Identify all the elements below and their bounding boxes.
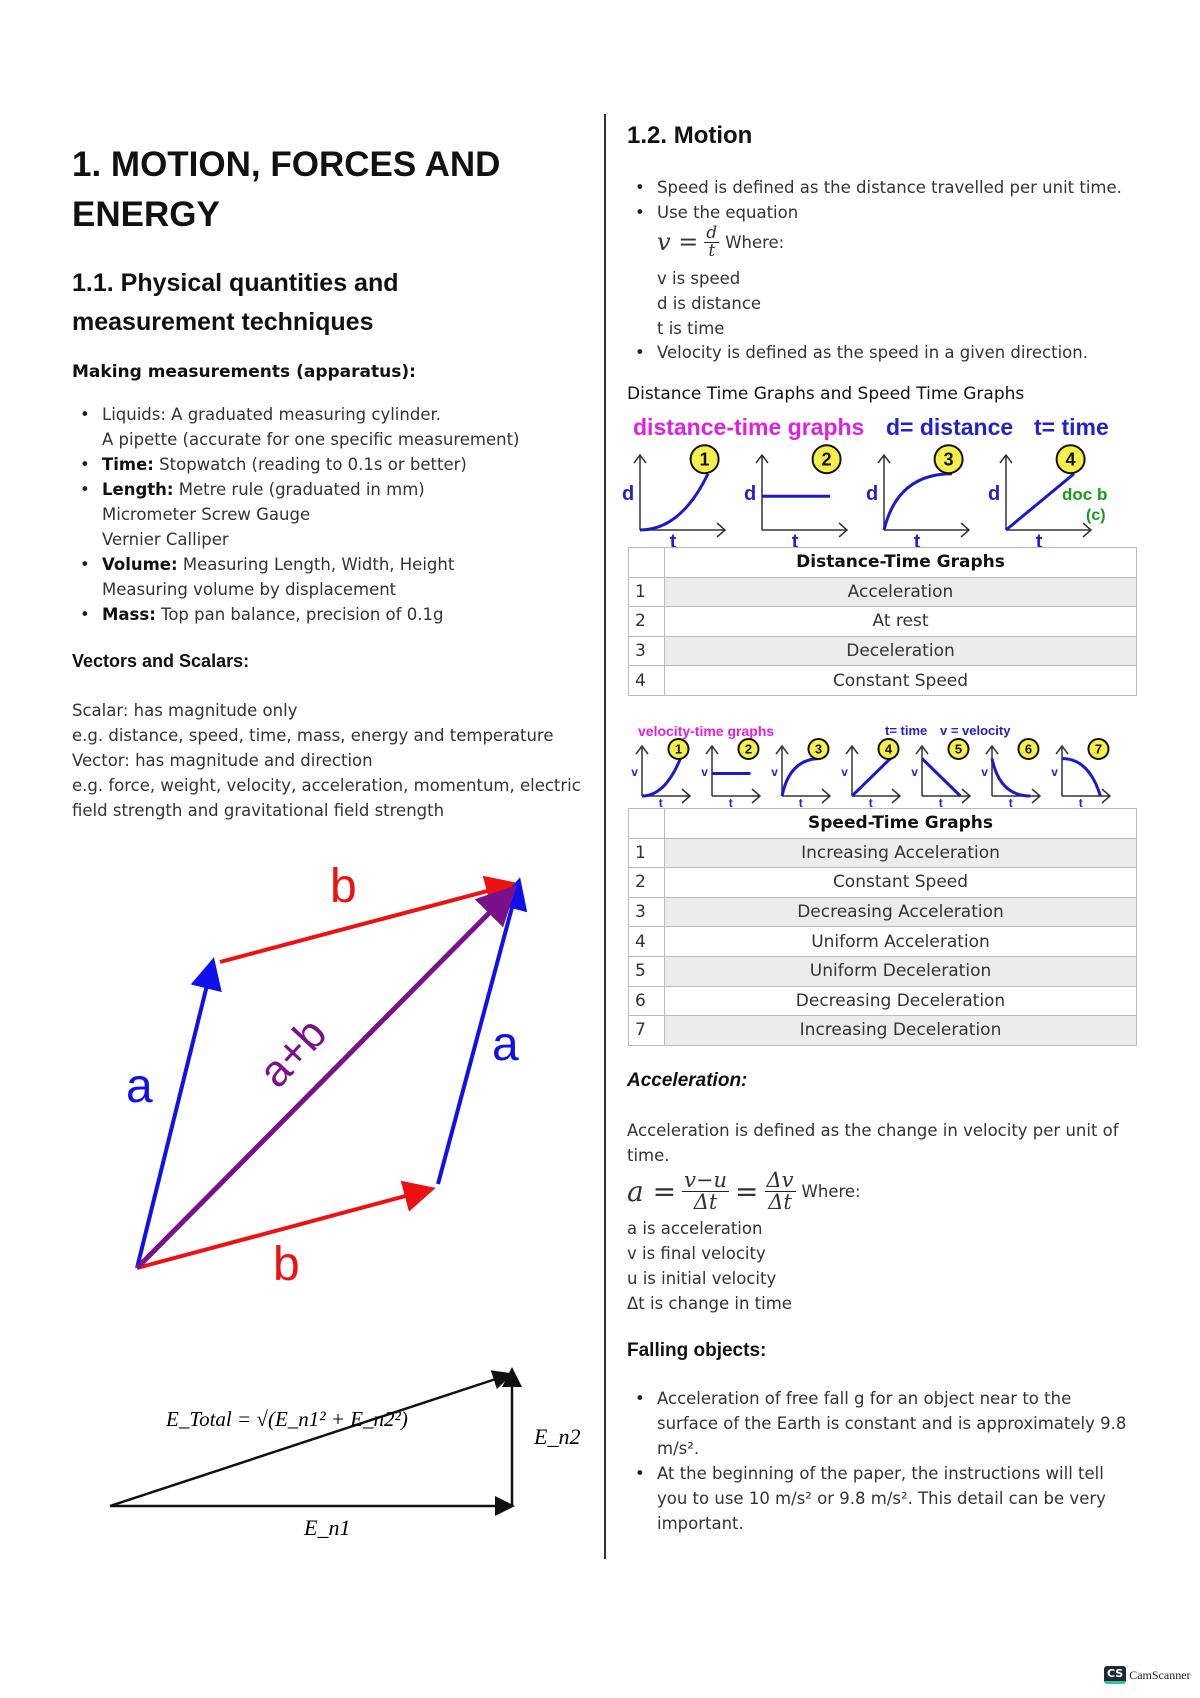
row-label: Constant Speed: [665, 666, 1137, 696]
list-item: [72, 402, 592, 452]
text-line: [102, 402, 592, 427]
axis-label: t: [1008, 795, 1013, 810]
badge-number: 1: [699, 449, 710, 470]
graph-curve: [640, 474, 708, 530]
axis-label: t: [798, 795, 803, 810]
text-line: u is initial velocity: [627, 1269, 777, 1288]
badge-number: 4: [1065, 449, 1076, 470]
acceleration-text: Acceleration is defined as the change in velocity per unit of time.: [627, 1121, 1119, 1165]
label-a-left: a: [126, 1060, 153, 1113]
camscanner-text: CamScanner: [1129, 1667, 1191, 1682]
row-label: Decreasing Deceleration: [665, 986, 1137, 1016]
text-line: [102, 527, 592, 552]
measurements-list: [72, 402, 592, 627]
table-row: [629, 666, 1137, 696]
falling-heading: Falling objects:: [627, 1340, 767, 1361]
table-row: [629, 868, 1137, 898]
graph-curve: [782, 759, 820, 797]
equation-fraction: $\frac{d}{t}$: [706, 223, 718, 261]
item-label: Time:: [102, 455, 154, 474]
badge-number: 6: [1024, 741, 1033, 757]
falling-list: [627, 1386, 1137, 1536]
axis-label: t: [791, 531, 799, 553]
list-item: • Speed is defined as the distance travelled per unit time.: [627, 175, 1147, 200]
label-b-top: b: [330, 860, 357, 913]
axis-label: t: [669, 531, 677, 553]
label-en2: E_n2: [534, 1424, 581, 1449]
table-row: [629, 838, 1137, 868]
column-divider: [604, 114, 606, 1559]
axis-label: v: [771, 765, 778, 779]
table-row: [629, 577, 1137, 607]
header-cell: [629, 548, 665, 578]
axis-label: t: [868, 795, 873, 810]
mini-graph: [744, 445, 847, 553]
where-label: Where:: [801, 1182, 861, 1201]
vector-etotal: [110, 1375, 508, 1506]
vector-b-top: [220, 885, 510, 962]
axis-label: v: [1051, 765, 1058, 779]
text-line: v is final velocity: [627, 1244, 766, 1263]
list-item: [72, 602, 592, 627]
dt-t-label: t= time: [1034, 414, 1109, 440]
item-label: Mass:: [102, 605, 156, 624]
item-text: Measuring volume by displacement: [102, 580, 397, 599]
section-title-1-2: 1.2. Motion: [627, 122, 753, 149]
row-number: 2: [629, 868, 665, 898]
dt-credit-c: (c): [1086, 507, 1106, 524]
row-number: 5: [629, 956, 665, 986]
text-line: Δt is change in time: [627, 1294, 792, 1313]
axis-label: t: [938, 795, 943, 810]
badge-number: 7: [1094, 741, 1103, 757]
list-item: • Velocity is defined as the speed in a given direction.: [627, 340, 1167, 365]
row-label: Increasing Deceleration: [665, 1016, 1137, 1046]
axis-label: v: [701, 765, 708, 779]
text-line: [102, 602, 592, 627]
label-b-bottom: b: [273, 1238, 300, 1291]
row-number: 3: [629, 636, 665, 666]
table-row: [629, 897, 1137, 927]
mini-graph: [1051, 739, 1110, 810]
badge-number: 5: [954, 741, 963, 757]
row-label: At rest: [665, 607, 1137, 637]
dt-title: distance-time graphs: [633, 414, 865, 440]
row-label: Uniform Deceleration: [665, 956, 1137, 986]
row-label: Constant Speed: [665, 868, 1137, 898]
axis-label: d: [866, 483, 879, 505]
axis-label: t: [1078, 795, 1083, 810]
equation-fraction: $\frac{v-u}{\Delta t}$: [684, 1168, 728, 1214]
vector-parallelogram-diagram: [0, 840, 600, 1300]
equation-fraction: $\frac{\Delta v}{\Delta t}$: [766, 1168, 794, 1214]
row-number: 3: [629, 897, 665, 927]
list-item: • At the beginning of the paper, the instructions will tell you to use 10 m/s² or 9.8 m/s². This detail can be very important.: [627, 1461, 1137, 1536]
table-row: [629, 1016, 1137, 1046]
item-text: Measuring Length, Width, Height: [182, 555, 455, 574]
graph-curve: [1062, 759, 1100, 797]
text-line: [102, 452, 592, 477]
header-cell: Speed-Time Graphs: [665, 809, 1137, 839]
velocity-time-graphs-image: [628, 718, 1138, 808]
vector-a-left: [137, 965, 212, 1268]
table-row: [629, 956, 1137, 986]
list-item: [72, 477, 592, 552]
camscanner-logo: CS: [1104, 1666, 1126, 1684]
axis-label: t: [1035, 531, 1043, 553]
list-item: • Use the equation: [627, 200, 1147, 225]
acceleration-definitions: [627, 1216, 792, 1316]
list-item: [72, 552, 592, 602]
table-row: [629, 607, 1137, 637]
text-line: t is time: [657, 319, 725, 338]
row-number: 7: [629, 1016, 665, 1046]
mini-graph: [866, 445, 969, 553]
badge-number: 1: [674, 741, 683, 757]
text-line: [102, 477, 592, 502]
text-line: a is acceleration: [627, 1219, 763, 1238]
measurements-heading: Making measurements (apparatus):: [72, 362, 416, 382]
dt-credit: doc b: [1062, 485, 1108, 504]
motion-list: [627, 175, 1147, 225]
row-label: Deceleration: [665, 636, 1137, 666]
graph-curve: [992, 759, 1030, 797]
row-number: 4: [629, 927, 665, 957]
vt-title: velocity-time graphs: [638, 723, 775, 739]
item-text: Micrometer Screw Gauge: [102, 505, 311, 524]
row-number: 1: [629, 838, 665, 868]
text-line: [102, 502, 592, 527]
axis-label: d: [744, 483, 757, 505]
graph-curve: [884, 474, 952, 530]
row-label: Acceleration: [665, 577, 1137, 607]
camscanner-watermark: [1104, 1666, 1191, 1684]
row-label: Increasing Acceleration: [665, 838, 1137, 868]
where-label: Where:: [725, 233, 785, 252]
equation-a: a =: [627, 1175, 677, 1208]
section-title-1-1: 1.1. Physical quantities and measurement techniques: [72, 269, 399, 336]
axis-label: t: [913, 531, 921, 553]
graph-curve: [642, 759, 680, 797]
equation-equals: =: [735, 1175, 759, 1208]
item-text: Stopwatch (reading to 0.1s or better): [159, 455, 467, 474]
vt-t-label: t= time: [885, 723, 928, 738]
row-number: 2: [629, 607, 665, 637]
etotal-formula: E_Total = √(E_n1² + E_n2²): [166, 1407, 408, 1431]
velocity-list: [627, 340, 1167, 365]
text-line: [102, 427, 592, 452]
text-line: e.g. distance, speed, time, mass, energy and temperature: [72, 726, 554, 745]
mini-graph: [911, 739, 970, 810]
badge-number: 3: [814, 741, 823, 757]
axis-label: d: [988, 483, 1001, 505]
row-number: 6: [629, 986, 665, 1016]
item-text: Metre rule (graduated in mm): [178, 480, 425, 499]
text-line: d is distance: [657, 294, 762, 313]
dt-d-label: d= distance: [886, 414, 1014, 440]
mini-graph: [631, 739, 690, 810]
mini-graph: [981, 739, 1040, 810]
graphs-heading: Distance Time Graphs and Speed Time Graphs: [627, 384, 1025, 404]
text-line: Scalar: has magnitude only: [72, 701, 298, 720]
label-a-right: a: [492, 1018, 519, 1071]
table-row: [629, 636, 1137, 666]
row-label: Uniform Acceleration: [665, 927, 1137, 957]
axis-label: v: [981, 765, 988, 779]
distance-time-graphs-image: [622, 410, 1138, 553]
item-text: A pipette (accurate for one specific measurement): [102, 430, 520, 449]
vectors-heading: Vectors and Scalars:: [72, 651, 250, 671]
acceleration-heading: Acceleration:: [627, 1070, 748, 1091]
row-label: Decreasing Acceleration: [665, 897, 1137, 927]
axis-label: v: [911, 765, 918, 779]
acceleration-equation: [627, 1170, 861, 1213]
graph-curve: [852, 759, 890, 797]
item-text: Top pan balance, precision of 0.1g: [161, 605, 444, 624]
list-item: [72, 452, 592, 477]
axis-label: v: [631, 765, 638, 779]
item-text: Liquids: A graduated measuring cylinder.: [102, 405, 441, 424]
vt-v-label: v = velocity: [940, 723, 1011, 738]
mini-graph: [622, 445, 725, 553]
item-text: Vernier Calliper: [102, 530, 229, 549]
equation-v: v =: [657, 228, 699, 256]
text-line: Vector: has magnitude and direction: [72, 751, 373, 770]
mini-graph: [771, 739, 830, 810]
badge-number: 2: [744, 741, 753, 757]
vector-triangle-diagram: [0, 1350, 600, 1560]
header-cell: Distance-Time Graphs: [665, 548, 1137, 578]
distance-time-table: [628, 547, 1137, 696]
page-title: 1. MOTION, FORCES AND ENERGY: [72, 145, 501, 234]
badge-number: 2: [821, 449, 832, 470]
row-number: 1: [629, 577, 665, 607]
mini-graph: [841, 739, 900, 810]
item-label: Volume:: [102, 555, 178, 574]
text-line: [102, 552, 592, 577]
vector-a-plus-b: [137, 892, 510, 1268]
speed-definitions: [657, 266, 761, 341]
table-row: [629, 986, 1137, 1016]
badge-number: 4: [884, 741, 893, 757]
axis-label: t: [728, 795, 733, 810]
text-line: [102, 577, 592, 602]
list-item: • Acceleration of free fall g for an object near to the surface of the Earth is constant and is approximately 9.8 m/s².: [627, 1386, 1137, 1461]
text-line: v is speed: [657, 269, 741, 288]
item-label: Length:: [102, 480, 174, 499]
label-a-plus-b: a+b: [249, 1008, 337, 1097]
badge-number: 3: [943, 449, 954, 470]
table-header-row: [629, 809, 1137, 839]
axis-label: t: [658, 795, 663, 810]
row-number: 4: [629, 666, 665, 696]
table-header-row: [629, 548, 1137, 578]
vectors-text: [72, 698, 602, 823]
header-cell: [629, 809, 665, 839]
table-row: [629, 927, 1137, 957]
speed-time-table: [628, 808, 1137, 1046]
mini-graph: [701, 739, 760, 810]
label-en1: E_n1: [304, 1515, 351, 1540]
axis-label: v: [841, 765, 848, 779]
axis-label: d: [622, 483, 635, 505]
text-line: e.g. force, weight, velocity, acceleration, momentum, electric: [72, 776, 581, 795]
graph-curve: [922, 759, 960, 797]
speed-equation: [657, 225, 784, 260]
text-line: field strength and gravitational field strength: [72, 801, 445, 820]
